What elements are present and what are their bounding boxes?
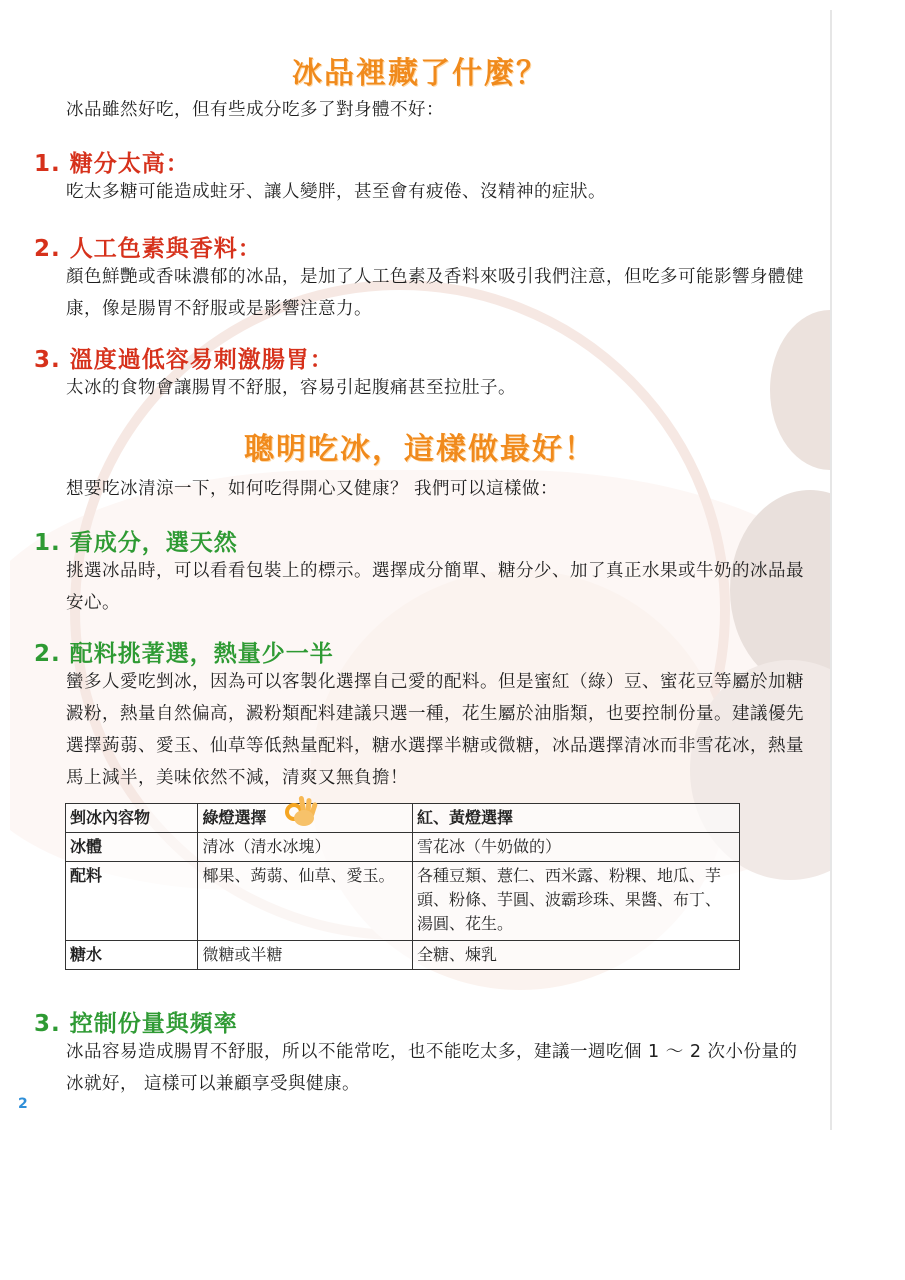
ok-hand-icon (280, 790, 320, 830)
section-heading-additives: 2. 人工色素與香料： (34, 236, 262, 262)
section-heading-sugar: 1. 糖分太高： (34, 151, 190, 177)
table-cell: 雪花冰（牛奶做的） (413, 833, 740, 862)
table-header-cell-red: 紅、黃燈選擇 (413, 804, 740, 833)
page-edge (830, 10, 832, 1130)
section-heading-natural: 1. 看成分，選天然 (34, 530, 238, 556)
section-text-sugar: 吃太多糖可能造成蛀牙、讓人變胖，甚至會有疲倦、沒精神的症狀。 (66, 182, 606, 202)
table-cell: 微糖或半糖 (198, 941, 413, 970)
table-row (66, 833, 740, 862)
shaved-ice-comparison-table (65, 803, 740, 970)
table-cell: 配料 (66, 862, 198, 941)
page-number: 2 (18, 1096, 28, 1112)
intro-text-2: 想要吃冰清涼一下，如何吃得開心又健康？ 我們可以這樣做： (66, 479, 559, 499)
table-cell: 清冰（清水冰塊） (198, 833, 413, 862)
intro-text: 冰品雖然好吃，但有些成分吃多了對身體不好： (66, 100, 444, 120)
table-cell: 糖水 (66, 941, 198, 970)
section-text-natural: 挑選冰品時，可以看看包裝上的標示。選擇成分簡單、糖分少、加了真正水果或牛奶的冰品最安心。 (66, 561, 804, 613)
section-text-temperature: 太冰的食物會讓腸胃不舒服，容易引起腹痛甚至拉肚子。 (66, 378, 516, 398)
section-text-additives: 顏色鮮艷或香味濃郁的冰品，是加了人工色素及香料來吸引我們注意，但吃多可能影響身體健康，像是腸胃不舒服或是影響注意力。 (66, 267, 804, 319)
section-heading-temperature: 3. 溫度過低容易刺激腸胃： (34, 347, 334, 373)
section-heading-toppings: 2. 配料挑著選，熱量少一半 (34, 641, 334, 667)
page (10, 10, 830, 1130)
table-header-row (66, 804, 740, 833)
section-heading-portion: 3. 控制份量與頻率 (34, 1011, 238, 1037)
page-title-smart-eating: 聰明吃冰，這樣做最好！ (244, 432, 596, 467)
section-text-toppings: 蠻多人愛吃剉冰，因為可以客製化選擇自己愛的配料。但是蜜紅（綠）豆、蜜花豆等屬於加糖澱粉，熱量自然偏高，澱粉類配料建議只選一種，花生屬於油脂類，也要控制份量。建議優先選擇蒟蒻、愛玉、仙草等低熱量配料，糖水選擇半糖或微糖，冰品選擇清冰而非雪花冰，熱量馬上減半，美味依然不減，清爽又無負擔！ (66, 672, 804, 788)
table-header-cell-green: 綠燈選擇 (198, 804, 413, 833)
table-header-cell: 剉冰內容物 (66, 804, 198, 833)
table-cell: 冰體 (66, 833, 198, 862)
table-cell: 全糖、煉乳 (413, 941, 740, 970)
table-row (66, 941, 740, 970)
page-title-ingredients: 冰品裡藏了什麼？ (292, 56, 548, 91)
table-cell: 椰果、蒟蒻、仙草、愛玉。 (198, 862, 413, 941)
table-row (66, 862, 740, 941)
table-cell: 各種豆類、薏仁、西米露、粉粿、地瓜、芋頭、粉條、芋圓、波霸珍珠、果醬、布丁、湯圓、花生。 (413, 862, 740, 941)
section-text-portion: 冰品容易造成腸胃不舒服，所以不能常吃，也不能吃太多，建議一週吃個 1 ～ 2 次小份量的冰就好， 這樣可以兼顧享受與健康。 (66, 1042, 798, 1094)
